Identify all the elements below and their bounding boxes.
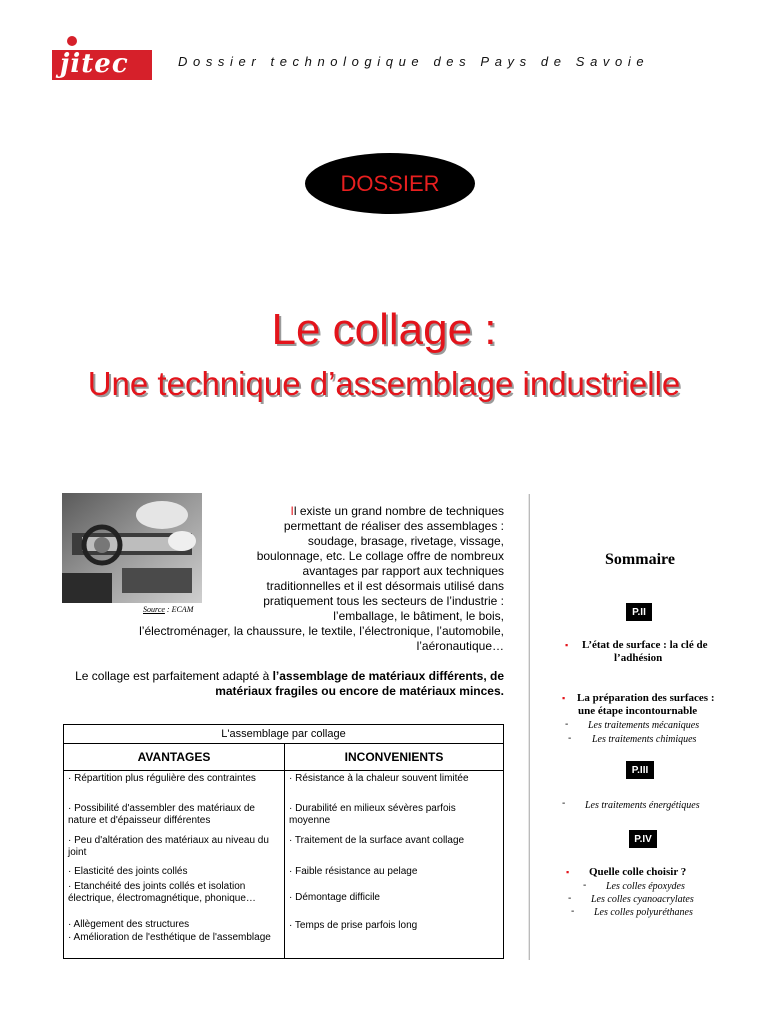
list-item: · Possibilité d'assembler des matériaux de nature et d'épaisseur différentes <box>68 803 255 826</box>
page-badge-p4: P.IV <box>629 830 657 848</box>
intro-line: l’aéronautique… <box>416 639 504 653</box>
list-item: · Peu d'altération des matériaux au niveau du joint <box>68 835 269 858</box>
list-item: · Démontage difficile <box>289 892 380 903</box>
main-subtitle: Une technique d’assemblage industrielle <box>87 365 681 402</box>
drop-letter: I <box>290 504 294 518</box>
sommaire-item-colle: Quelle colle choisir ? <box>589 866 687 878</box>
dash: - <box>562 798 566 809</box>
page-badge-p2: P.II <box>626 603 652 621</box>
logo-text: jitec <box>60 49 129 79</box>
sommaire-title: Sommaire <box>605 551 675 568</box>
avantages-column <box>64 771 285 959</box>
main-title: Le collage : <box>271 305 497 354</box>
adapted-paragraph: Le collage est parfaitement adapté à l’assemblage de matériaux différents, de matériaux fragiles ou encore de matériaux minces. <box>75 669 504 698</box>
sommaire-sub-cyanoacrylates: Les colles cyanoacrylates <box>591 894 694 905</box>
sommaire-sub-mecaniques: Les traitements mécaniques <box>588 720 700 731</box>
comparison-table <box>63 724 504 959</box>
list-item: · Répartition plus régulière des contraintes <box>68 773 256 784</box>
intro-line: boulonnage, etc. Le collage offre de nombreux <box>256 549 504 563</box>
caption-source: Source <box>143 605 165 614</box>
list-item: · Résistance à la chaleur souvent limitée <box>289 773 469 784</box>
dash: - <box>583 880 587 891</box>
photo-caption <box>143 605 193 614</box>
intro-line: avantages par rapport aux techniques <box>302 564 504 578</box>
list-item: · Etanchéité des joints collés et isolation électrique, électromagnétique, phonique… <box>68 881 256 904</box>
logo-dot <box>67 36 77 46</box>
bullet-icon: ▪ <box>562 693 566 703</box>
sommaire-sub-chimiques: Les traitements chimiques <box>592 734 697 745</box>
intro-line: Il existe un grand nombre de techniques <box>290 504 504 518</box>
inconvenients-column <box>285 771 504 959</box>
dossier-badge: DOSSIER <box>305 153 475 214</box>
machine-photo <box>62 493 202 603</box>
sommaire-sub-polyurethanes: Les colles polyuréthanes <box>594 907 693 918</box>
bullet-icon: ▪ <box>565 640 569 650</box>
list-item: · Amélioration de l'esthétique de l'assemblage <box>68 932 271 943</box>
jitec-logo <box>52 36 154 80</box>
list-item: · Traitement de la surface avant collage <box>289 835 465 846</box>
intro-line: traditionnelles et il est désormais utilisé dans <box>266 579 504 593</box>
sommaire-item-etat-surface: L’état de surface : la clé de l’adhésion <box>582 639 708 664</box>
list-item: · Durabilité en milieux sévères parfois moyenne <box>289 803 456 826</box>
list-item: · Faible résistance au pelage <box>289 866 418 877</box>
list-item: · Temps de prise parfois long <box>289 920 418 931</box>
dash: - <box>565 719 569 730</box>
sommaire-sub-energetiques: Les traitements énergétiques <box>585 800 700 811</box>
dash: - <box>571 906 575 917</box>
caption-suffix: : ECAM <box>164 605 194 614</box>
column-divider <box>529 494 530 960</box>
dash: - <box>568 733 572 744</box>
dash: - <box>568 893 572 904</box>
sommaire-item-preparation: La préparation des surfaces : une étape incontournable <box>577 692 715 717</box>
table-caption: L'assemblage par collage <box>64 725 504 744</box>
list-item: · Allègement des structures <box>68 919 190 930</box>
intro-line: l’électroménager, la chaussure, le textile, l’électronique, l’automobile, <box>139 624 504 638</box>
adapted-bold: l’assemblage de matériaux différents, de matériaux fragiles ou encore de matériaux minces. <box>215 669 504 698</box>
header-avantages: AVANTAGES <box>64 744 285 771</box>
intro-line: pratiquement tous les secteurs de l’industrie : <box>263 594 504 608</box>
intro-line: soudage, brasage, rivetage, vissage, <box>307 534 504 548</box>
intro-line: l’emballage, le bâtiment, le bois, <box>333 609 504 623</box>
page-badge-p3: P.III <box>626 761 654 779</box>
list-item: · Elasticité des joints collés <box>68 866 188 877</box>
header-title: Dossier technologique des Pays de Savoie <box>178 54 650 69</box>
bullet-icon: ▪ <box>566 867 570 877</box>
header-inconvenients: INCONVENIENTS <box>285 744 504 771</box>
sommaire-sub-epoxydes: Les colles époxydes <box>606 881 685 892</box>
intro-line: permettant de réaliser des assemblages : <box>283 519 504 533</box>
